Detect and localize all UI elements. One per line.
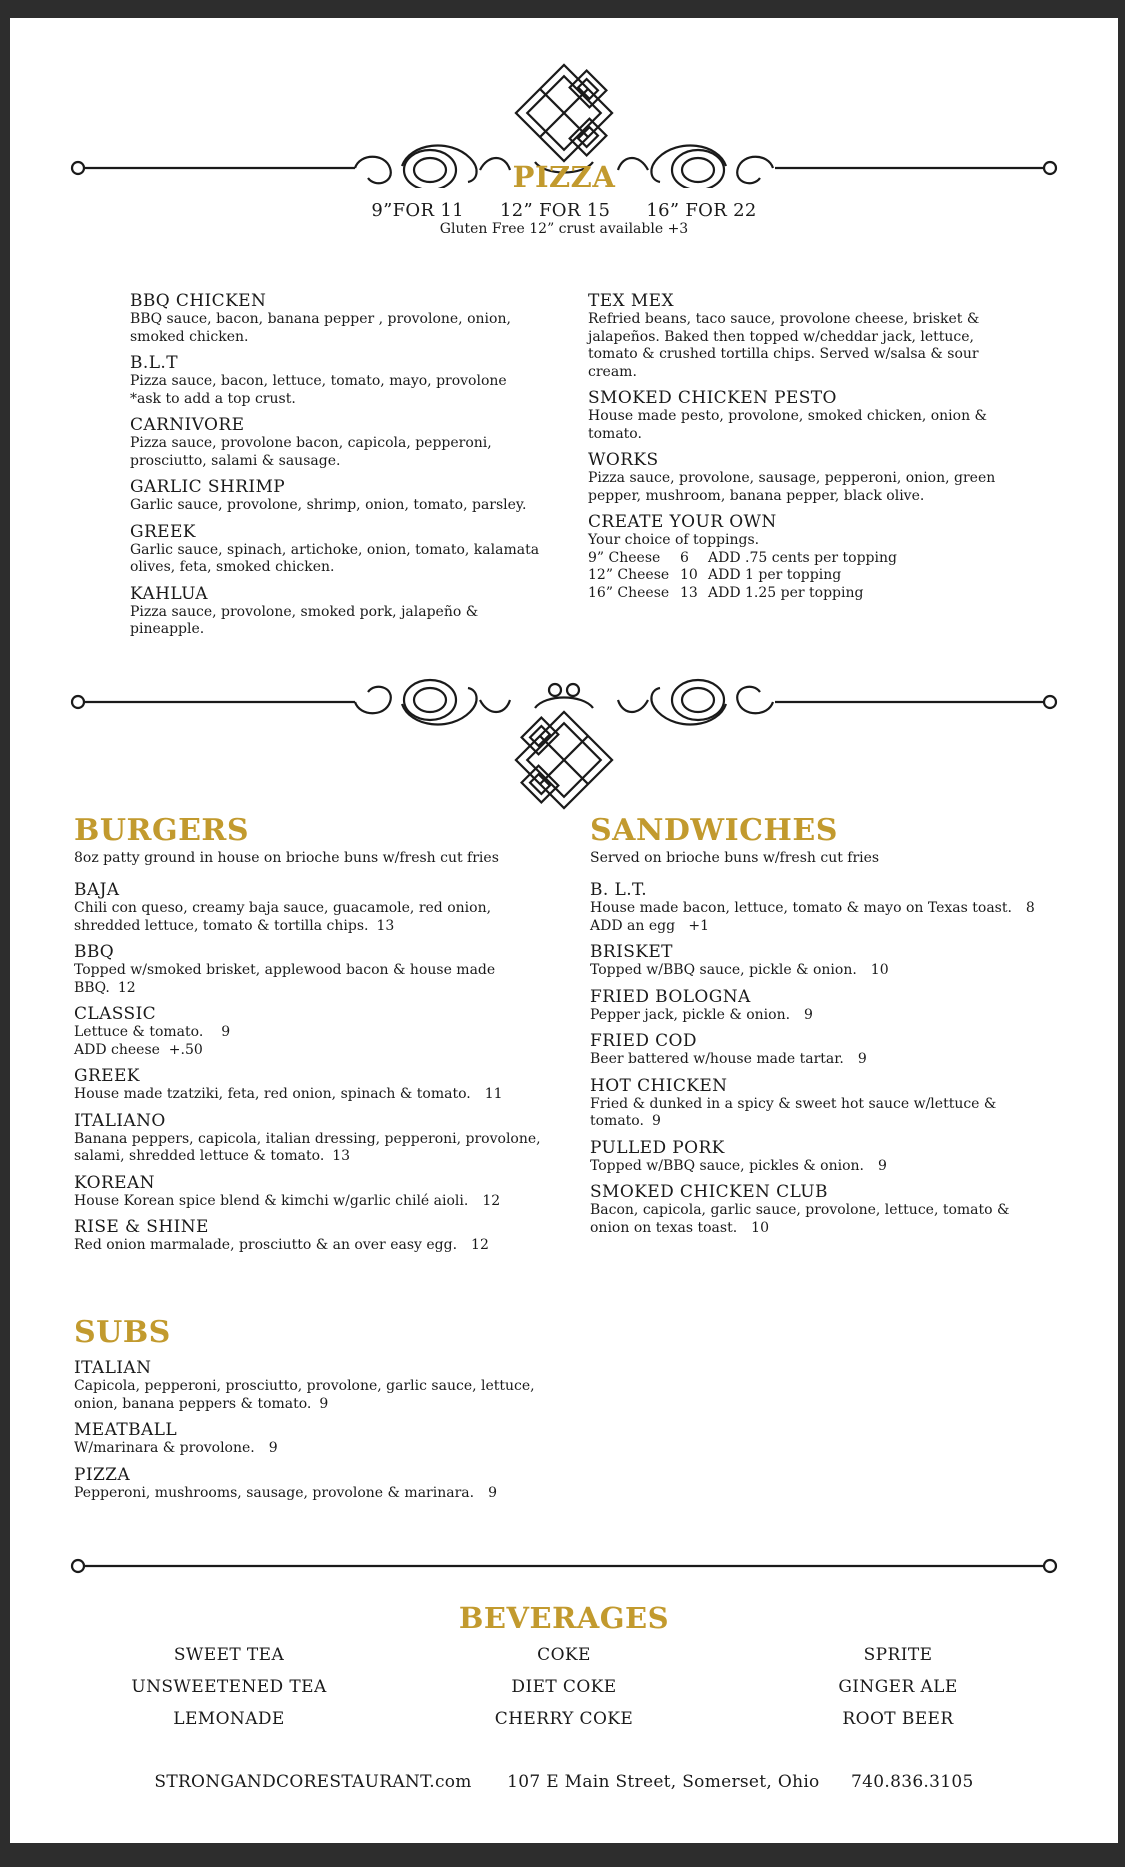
menu-item — [588, 388, 998, 443]
item-desc: Topped w/BBQ sauce, pickles & onion. — [590, 1157, 864, 1174]
item-name: MEATBALL — [74, 1420, 178, 1440]
cyo-size: 9” Cheese — [588, 549, 661, 566]
item-extra: ADD an egg +1 — [590, 917, 710, 934]
burgers-subtitle: 8oz patty ground in house on brioche buns w/fresh cut fries — [74, 850, 499, 866]
beverage-item: SPRITE — [863, 1645, 933, 1665]
item-price: 12 — [117, 979, 136, 996]
item-price: 10 — [751, 1219, 769, 1236]
item-price: 9 — [804, 1006, 813, 1023]
item-price: 13 — [376, 917, 395, 934]
item-price: 12 — [482, 1192, 501, 1209]
item-desc: Pizza sauce, provolone, smoked pork, jalapeño & pineapple. — [130, 603, 479, 637]
beverage-item: DIET COKE — [511, 1677, 617, 1697]
pizza-right-column — [588, 291, 998, 609]
item-desc: Pizza sauce, bacon, lettuce, tomato, mayo, provolone *ask to add a top crust. — [130, 373, 507, 407]
cyo-add: ADD 1 per topping — [708, 567, 842, 583]
menu-item — [74, 880, 544, 935]
item-price: 12 — [471, 1237, 489, 1253]
item-name: B.L.T — [130, 353, 178, 373]
menu-item — [590, 1031, 1060, 1069]
cyo-price: 6 — [680, 549, 689, 566]
menu-item — [130, 584, 540, 639]
item-desc: Beer battered w/house made tartar. — [590, 1051, 844, 1067]
subs-list — [74, 1358, 544, 1509]
pizza-gluten-free: Gluten Free 12” crust available +3 — [439, 221, 689, 237]
item-desc: House made bacon, lettuce, tomato & mayo on Texas toast. — [590, 900, 1012, 916]
pizza-title: PIZZA — [512, 160, 616, 194]
cyo-row — [588, 550, 998, 568]
beverage-item: GINGER ALE — [838, 1677, 958, 1697]
beverage-item: LEMONADE — [173, 1709, 285, 1729]
menu-item — [588, 291, 998, 381]
item-desc: Chili con queso, creamy baja sauce, guacamole, red onion, shredded lettuce, tomato & tortilla chips. — [74, 900, 492, 934]
item-price: 9 — [319, 1395, 329, 1412]
menu-item — [74, 1217, 544, 1255]
item-desc: Topped w/BBQ sauce, pickle & onion. — [590, 962, 857, 978]
menu-item — [74, 1004, 544, 1059]
item-desc: Banana peppers, capicola, italian dressing, pepperoni, provolone, salami, shredded lettuce & tomato. — [74, 1130, 541, 1164]
item-price: 9 — [651, 1113, 661, 1129]
footer-website[interactable]: STRONGANDCORESTAURANT.com — [154, 1772, 472, 1792]
beverage-item: ROOT BEER — [842, 1709, 954, 1729]
item-name: B. L.T. — [590, 880, 648, 900]
item-desc: BBQ sauce, bacon, banana pepper , provolone, onion, smoked chicken. — [130, 311, 511, 345]
item-name: SMOKED CHICKEN CLUB — [590, 1182, 828, 1202]
item-price: 13 — [332, 1148, 351, 1164]
item-desc: Bacon, capicola, garlic sauce, provolone, lettuce, tomato & onion on texas toast. — [590, 1202, 1010, 1236]
beverage-item: SWEET TEA — [173, 1645, 285, 1665]
menu-item — [74, 1465, 544, 1503]
footer-address: 107 E Main Street, Somerset, Ohio — [507, 1772, 820, 1792]
burgers-list — [74, 880, 544, 1262]
item-desc: Capicola, pepperoni, prosciutto, provolone, garlic sauce, lettuce, onion, banana peppers & tomato. — [74, 1378, 535, 1412]
divider-line-icon — [10, 1556, 1118, 1576]
menu-item — [74, 1358, 544, 1413]
pizza-left-column — [130, 291, 540, 646]
beverages-grid — [10, 1645, 1118, 1745]
item-desc: W/marinara & provolone. — [74, 1440, 255, 1456]
item-price: 11 — [484, 1086, 503, 1102]
item-price: 9 — [488, 1484, 497, 1501]
menu-item — [130, 291, 540, 346]
item-name: WORKS — [588, 450, 659, 470]
beverage-item: CHERRY COKE — [494, 1709, 634, 1729]
item-name: GREEK — [130, 521, 196, 542]
sandwiches-subtitle: Served on brioche buns w/fresh cut fries — [590, 850, 880, 866]
scroll-ornament-icon — [10, 668, 1118, 818]
sandwiches-title: SANDWICHES — [590, 813, 838, 848]
cyo-add: ADD 1.25 per topping — [708, 584, 864, 601]
menu-item — [74, 1066, 544, 1104]
item-desc: Refried beans, taco sauce, provolone cheese, brisket & jalapeños. Baked then topped w/cheddar jack, lettuce, tomato & crushed tortilla chips. Served w/salsa & sour cream. — [588, 311, 980, 380]
item-desc: Pepper jack, pickle & onion. — [590, 1006, 791, 1023]
item-name: PULLED PORK — [590, 1137, 725, 1158]
menu-item — [590, 987, 1060, 1025]
item-desc: Red onion marmalade, prosciutto & an over easy egg. — [74, 1237, 458, 1253]
item-name: ITALIANO — [74, 1110, 166, 1131]
item-name: HOT CHICKEN — [590, 1075, 728, 1096]
item-desc: Lettuce & tomato. — [74, 1024, 204, 1040]
menu-item — [590, 1076, 1060, 1131]
item-desc: Your choice of toppings. — [588, 532, 760, 548]
pizza-sizes: 9”FOR 11 12” FOR 15 16” FOR 22 — [371, 200, 757, 221]
menu-item — [590, 880, 1060, 935]
menu-item — [74, 942, 544, 997]
item-name: RISE & SHINE — [74, 1217, 209, 1237]
item-name: CARNIVORE — [130, 415, 245, 435]
item-name: BBQ CHICKEN — [130, 291, 267, 311]
item-desc: House made pesto, provolone, smoked chicken, onion & tomato. — [588, 408, 988, 442]
cyo-add: ADD .75 cents per topping — [708, 549, 897, 566]
item-name: SMOKED CHICKEN PESTO — [588, 388, 837, 408]
menu-item — [590, 1182, 1060, 1237]
beverages-title: BEVERAGES — [458, 1601, 670, 1635]
item-desc: House made tzatziki, feta, red onion, spinach & tomato. — [74, 1086, 471, 1102]
menu-item — [130, 477, 540, 515]
beverage-item: UNSWEETENED TEA — [131, 1677, 327, 1697]
cyo-row — [588, 585, 998, 603]
item-price: 10 — [870, 962, 889, 978]
menu-item — [588, 450, 998, 505]
item-price: 9 — [877, 1157, 887, 1174]
item-price: 8 — [1025, 900, 1035, 916]
menu-item — [590, 942, 1060, 980]
item-name: GREEK — [74, 1066, 140, 1086]
cyo-row — [588, 567, 998, 585]
item-price: 9 — [857, 1051, 867, 1067]
item-desc: House Korean spice blend & kimchi w/garlic chilé aioli. — [74, 1192, 469, 1209]
subs-title: SUBS — [74, 1315, 171, 1350]
menu-page — [10, 18, 1118, 1843]
item-desc: Fried & dunked in a spicy & sweet hot sauce w/lettuce & tomato. — [590, 1095, 997, 1129]
item-name: CLASSIC — [74, 1004, 157, 1024]
item-desc: Pizza sauce, provolone, sausage, pepperoni, onion, green pepper, mushroom, banana pepper, black olive. — [588, 470, 996, 504]
menu-item — [590, 1138, 1060, 1176]
menu-item — [130, 415, 540, 470]
item-desc: Garlic sauce, spinach, artichoke, onion, tomato, kalamata olives, feta, smoked chicken. — [130, 541, 540, 575]
item-name: TEX MEX — [588, 291, 674, 311]
item-name: BAJA — [74, 880, 120, 900]
cyo-price: 10 — [680, 567, 698, 583]
item-name: CREATE YOUR OWN — [588, 512, 777, 532]
item-name: ITALIAN — [74, 1358, 152, 1378]
menu-item — [74, 1111, 544, 1166]
item-name: PIZZA — [74, 1464, 131, 1485]
item-name: BBQ — [74, 942, 115, 962]
cyo-size: 16” Cheese — [588, 584, 670, 601]
cyo-price: 13 — [680, 584, 698, 601]
sandwiches-list — [590, 880, 1060, 1244]
item-desc: Pizza sauce, provolone bacon, capicola, pepperoni, prosciutto, salami & sausage. — [130, 435, 492, 469]
item-desc: Garlic sauce, provolone, shrimp, onion, tomato, parsley. — [130, 497, 527, 513]
burgers-title: BURGERS — [74, 813, 250, 848]
menu-item — [130, 353, 540, 408]
create-your-own — [588, 512, 998, 602]
item-desc: Pepperoni, mushrooms, sausage, provolone & marinara. — [74, 1484, 475, 1501]
item-price: 9 — [268, 1440, 278, 1456]
item-price: 9 — [221, 1024, 231, 1040]
bottom-divider — [10, 1556, 1118, 1576]
footer — [10, 1772, 1118, 1792]
item-name: BRISKET — [590, 942, 673, 962]
item-desc: Topped w/smoked brisket, applewood bacon & house made BBQ. — [74, 962, 496, 996]
beverage-item: COKE — [537, 1645, 591, 1665]
middle-ornament — [10, 668, 1118, 818]
menu-item — [74, 1173, 544, 1211]
item-name: KOREAN — [74, 1172, 155, 1193]
menu-item — [74, 1420, 544, 1458]
item-name: KAHLUA — [130, 583, 208, 604]
item-name: GARLIC SHRIMP — [130, 477, 286, 497]
cyo-size: 12” Cheese — [588, 567, 670, 583]
menu-item — [130, 522, 540, 577]
item-name: FRIED BOLOGNA — [590, 986, 751, 1007]
item-extra: ADD cheese +.50 — [74, 1041, 203, 1058]
item-name: FRIED COD — [590, 1031, 697, 1051]
footer-phone[interactable]: 740.836.3105 — [851, 1772, 974, 1792]
